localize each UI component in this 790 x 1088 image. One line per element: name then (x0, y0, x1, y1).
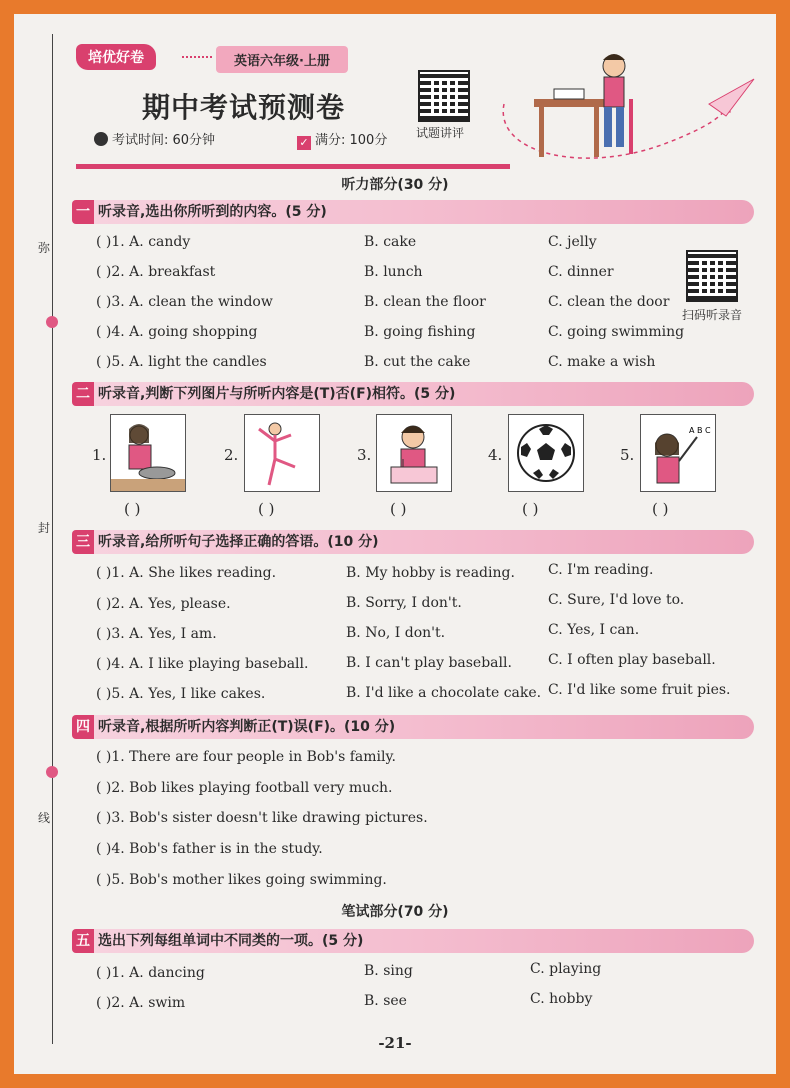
exam-time (94, 129, 215, 148)
question-option-b: B. clean the floor (364, 294, 486, 310)
question-option-b: B. Sorry, I don't. (346, 595, 462, 611)
girl-with-cake-icon (377, 415, 451, 491)
question-option-c: C. I'd like some fruit pies. (548, 682, 731, 698)
question-option-b: B. No, I don't. (346, 625, 446, 641)
question-option-a: ( )2. A. swim (96, 995, 186, 1011)
question-option-b: B. I can't play baseball. (346, 655, 512, 671)
section-4-header (72, 715, 754, 739)
section-5-header (72, 929, 754, 953)
picture-number: 5. (620, 446, 635, 464)
section-1-header (72, 200, 754, 224)
seal-char-feng: 封 (38, 521, 51, 535)
ballet-dancer-icon (245, 415, 319, 491)
question-option-a: ( )3. A. Yes, I am. (96, 626, 217, 642)
picture-number: 1. (92, 446, 107, 464)
section-3-number: 三 (72, 530, 94, 554)
full-score-text: 满分: 100分 (315, 133, 388, 148)
section-1-title: 听录音,选出你所听到的内容。(5 分) (98, 204, 327, 220)
answer-paren: ( ) (522, 500, 539, 518)
answer-paren: ( ) (258, 500, 275, 518)
answer-paren: ( ) (652, 500, 669, 518)
exam-page (14, 14, 776, 1074)
question-option-c: C. jelly (548, 234, 597, 250)
answer-paren: ( ) (124, 500, 141, 518)
picture-teacher (640, 414, 716, 492)
question-option-a: ( )2. A. breakfast (96, 264, 216, 280)
writing-part-heading: 笔试部分(70 分) (341, 904, 449, 920)
listen-qr-code[interactable] (686, 250, 738, 302)
section-3-title: 听录音,给所听句子选择正确的答语。(10 分) (98, 534, 379, 550)
question-option-c: C. playing (530, 961, 602, 977)
question-option-c: C. Sure, I'd love to. (548, 592, 685, 608)
question-option-c: C. I often play baseball. (548, 652, 716, 668)
question-option-a: ( )4. A. going shopping (96, 324, 258, 340)
question-option-c: C. make a wish (548, 354, 656, 370)
section-5-number: 五 (72, 929, 94, 953)
page-title: 期中考试预测卷 (142, 91, 346, 124)
seal-char-mi: 弥 (38, 241, 51, 255)
question-option-a: ( )1. A. dancing (96, 965, 205, 981)
question-option-a: ( )5. A. light the candles (96, 354, 267, 370)
scan-to-listen-label: 扫码听录音 (682, 308, 743, 322)
header-dotted-line (182, 56, 212, 58)
true-false-statement: ( )4. Bob's father is in the study. (96, 841, 323, 857)
question-option-a: ( )1. A. candy (96, 234, 191, 250)
clock-icon (94, 132, 108, 146)
student-at-desk-illustration (464, 44, 764, 174)
football-icon (509, 415, 583, 491)
picture-dancer (244, 414, 320, 492)
review-label: 试题讲评 (416, 126, 465, 140)
question-option-a: ( )1. A. She likes reading. (96, 565, 277, 581)
picture-woman-cooking (110, 414, 186, 492)
teacher-at-board-icon (641, 415, 715, 491)
review-qr-code[interactable] (418, 70, 470, 122)
question-option-b: B. going fishing (364, 324, 476, 340)
section-2-title: 听录音,判断下列图片与所听内容是(T)否(F)相符。(5 分) (98, 386, 456, 402)
title-underline (76, 164, 510, 169)
section-1-number: 一 (72, 200, 94, 224)
seal-char-xian: 线 (38, 811, 51, 825)
true-false-statement: ( )1. There are four people in Bob's family. (96, 749, 397, 765)
question-option-b: B. cut the cake (364, 354, 471, 370)
answer-paren: ( ) (390, 500, 407, 518)
section-4-number: 四 (72, 715, 94, 739)
picture-number: 2. (224, 446, 239, 464)
true-false-statement: ( )2. Bob likes playing football very much. (96, 780, 393, 796)
section-3-header (72, 530, 754, 554)
true-false-statement: ( )3. Bob's sister doesn't like drawing pictures. (96, 810, 428, 826)
binding-dot (46, 316, 58, 328)
picture-football (508, 414, 584, 492)
section-5-title: 选出下列每组单词中不同类的一项。(5 分) (98, 933, 364, 949)
question-option-a: ( )4. A. I like playing baseball. (96, 656, 309, 672)
listening-part-heading: 听力部分(30 分) (341, 177, 449, 193)
board-text: A B C (689, 426, 711, 435)
section-2-number: 二 (72, 382, 94, 406)
grade-label: 英语六年级·上册 (216, 46, 348, 73)
question-option-b: B. sing (364, 963, 413, 979)
woman-cooking-icon (111, 415, 185, 491)
question-option-b: B. see (364, 993, 407, 1009)
question-option-b: B. cake (364, 234, 417, 250)
question-option-c: C. hobby (530, 991, 593, 1007)
check-icon: ✓ (297, 136, 311, 150)
binding-dot (46, 766, 58, 778)
question-option-a: ( )3. A. clean the window (96, 294, 273, 310)
question-option-c: C. going swimming (548, 324, 685, 340)
question-option-b: B. lunch (364, 264, 423, 280)
question-option-a: ( )2. A. Yes, please. (96, 596, 231, 612)
question-option-a: ( )5. A. Yes, I like cakes. (96, 686, 266, 702)
picture-girl-cake (376, 414, 452, 492)
question-option-c: C. I'm reading. (548, 562, 654, 578)
series-badge: 培优好卷 (76, 44, 156, 70)
section-4-title: 听录音,根据所听内容判断正(T)误(F)。(10 分) (98, 719, 396, 735)
picture-number: 4. (488, 446, 503, 464)
question-option-b: B. I'd like a chocolate cake. (346, 685, 542, 701)
section-2-header (72, 382, 754, 406)
page-number: -21- (378, 1034, 412, 1052)
question-option-c: C. clean the door (548, 294, 670, 310)
exam-time-text: 考试时间: 60分钟 (112, 133, 216, 148)
question-option-c: C. dinner (548, 264, 614, 280)
full-score (297, 129, 387, 150)
question-option-c: C. Yes, I can. (548, 622, 640, 638)
question-option-b: B. My hobby is reading. (346, 565, 515, 581)
true-false-statement: ( )5. Bob's mother likes going swimming. (96, 872, 387, 888)
picture-number: 3. (357, 446, 372, 464)
